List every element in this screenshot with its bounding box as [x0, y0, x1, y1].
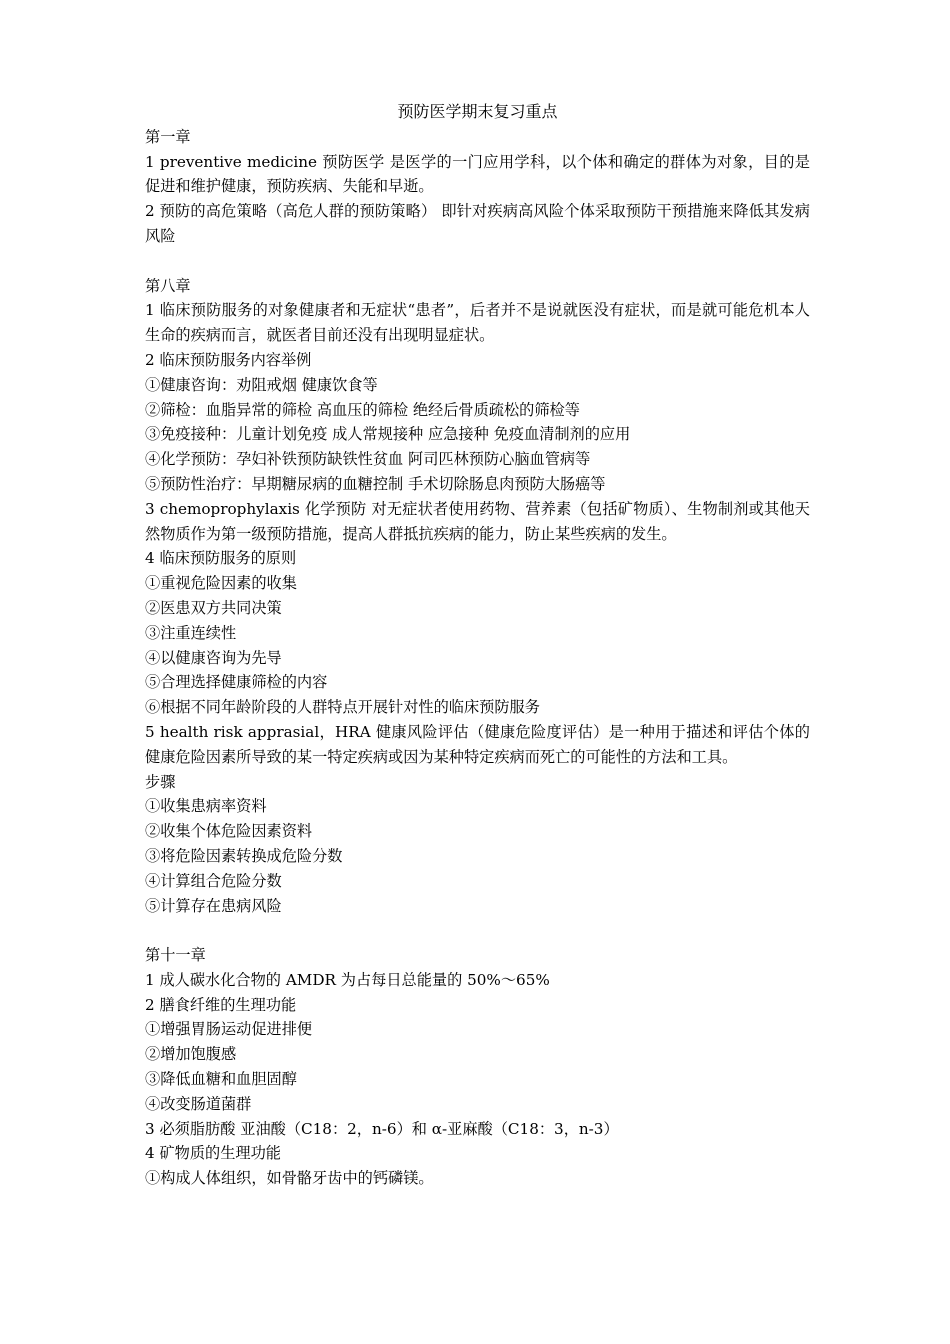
- document-title: 预防医学期末复习重点: [397, 102, 558, 121]
- spacer: [145, 918, 810, 943]
- list-item: ①重视危险因素的收集: [145, 574, 297, 593]
- chapter-1-item-1: 1 preventive medicine 预防医学 是医学的一门应用学科，以个体和确定的群体为对象，目的是促进和维护健康，预防疾病、失能和早逝。: [145, 152, 810, 196]
- chapter-11-heading: 第十一章: [145, 946, 206, 965]
- chapter-1-item-2: 2 预防的高危策略（高危人群的预防策略） 即针对疾病高风险个体采取预防干预措施来降低其发病风险: [145, 202, 810, 245]
- spacer: [145, 249, 810, 274]
- chapter-8-heading: 第八章: [145, 276, 191, 295]
- chapter-11-item-1: 1 成人碳水化合物的 AMDR 为占每日总能量的 50%～65%: [145, 970, 550, 989]
- chapter-1-heading: 第一章: [145, 127, 191, 146]
- list-item: ①收集患病率资料: [145, 797, 267, 816]
- list-item: ②医患双方共同决策: [145, 598, 282, 617]
- chapter-8-item-4: 4 临床预防服务的原则: [145, 549, 297, 568]
- steps-label: 步骤: [145, 772, 176, 791]
- chapter-8-item-3: 3 chemoprophylaxis 化学预防 对无症状者使用药物、营养素（包括矿物质）、生物制剂或其他天然物质作为第一级预防措施，提高人群抵抗疾病的能力，防止某些疾病的发生。: [145, 499, 810, 543]
- list-item: ⑤计算存在患病风险: [145, 896, 282, 915]
- chapter-11-item-2: 2 膳食纤维的生理功能: [145, 995, 297, 1014]
- list-item: ②筛检：血脂异常的筛检 高血压的筛检 绝经后骨质疏松的筛检等: [145, 400, 580, 419]
- list-item: ④化学预防：孕妇补铁预防缺铁性贫血 阿司匹林预防心脑血管病等: [145, 450, 591, 469]
- list-item: ②收集个体危险因素资料: [145, 822, 313, 841]
- chapter-8-item-5: 5 health risk apprasial，HRA 健康风险评估（健康危险度评估）是一种用于描述和评估个体的健康危险因素所导致的某一特定疾病或因为某种特定疾病而死亡的可能性的方法和工具。: [145, 722, 810, 766]
- list-item: ④计算组合危险分数: [145, 871, 282, 890]
- list-item: ④以健康咨询为先导: [145, 648, 282, 667]
- list-item: ③免疫接种：儿童计划免疫 成人常规接种 应急接种 免疫血清制剂的应用: [145, 425, 631, 444]
- list-item: ③将危险因素转换成危险分数: [145, 846, 343, 865]
- chapter-11-item-3: 3 必须脂肪酸 亚油酸（C18：2，n-6）和 α-亚麻酸（C18：3，n-3）: [145, 1119, 619, 1138]
- chapter-8-item-2: 2 临床预防服务内容举例: [145, 350, 312, 369]
- chapter-11-item-4: 4 矿物质的生理功能: [145, 1144, 281, 1163]
- list-item: ④改变肠道菌群: [145, 1094, 252, 1113]
- list-item: ③注重连续性: [145, 623, 237, 642]
- chapter-8-item-1: 1 临床预防服务的对象健康者和无症状“患者”，后者并不是说就医没有症状，而是就可能危机本人生命的疾病而言，就医者目前还没有出现明显症状。: [145, 301, 810, 345]
- list-item: ②增加饱腹感: [145, 1045, 237, 1064]
- list-item: ①构成人体组织，如骨骼牙齿中的钙磷镁。: [145, 1169, 434, 1188]
- list-item: ⑤预防性治疗：早期糖尿病的血糖控制 手术切除肠息肉预防大肠癌等: [145, 474, 606, 493]
- document-page: [145, 100, 810, 1191]
- list-item: ①健康咨询：劝阻戒烟 健康饮食等: [145, 375, 378, 394]
- list-item: ③降低血糖和血胆固醇: [145, 1070, 297, 1089]
- list-item: ⑥根据不同年龄阶段的人群特点开展针对性的临床预防服务: [145, 698, 540, 717]
- list-item: ⑤合理选择健康筛检的内容: [145, 673, 328, 692]
- list-item: ①增强胃肠运动促进排便: [145, 1020, 313, 1039]
